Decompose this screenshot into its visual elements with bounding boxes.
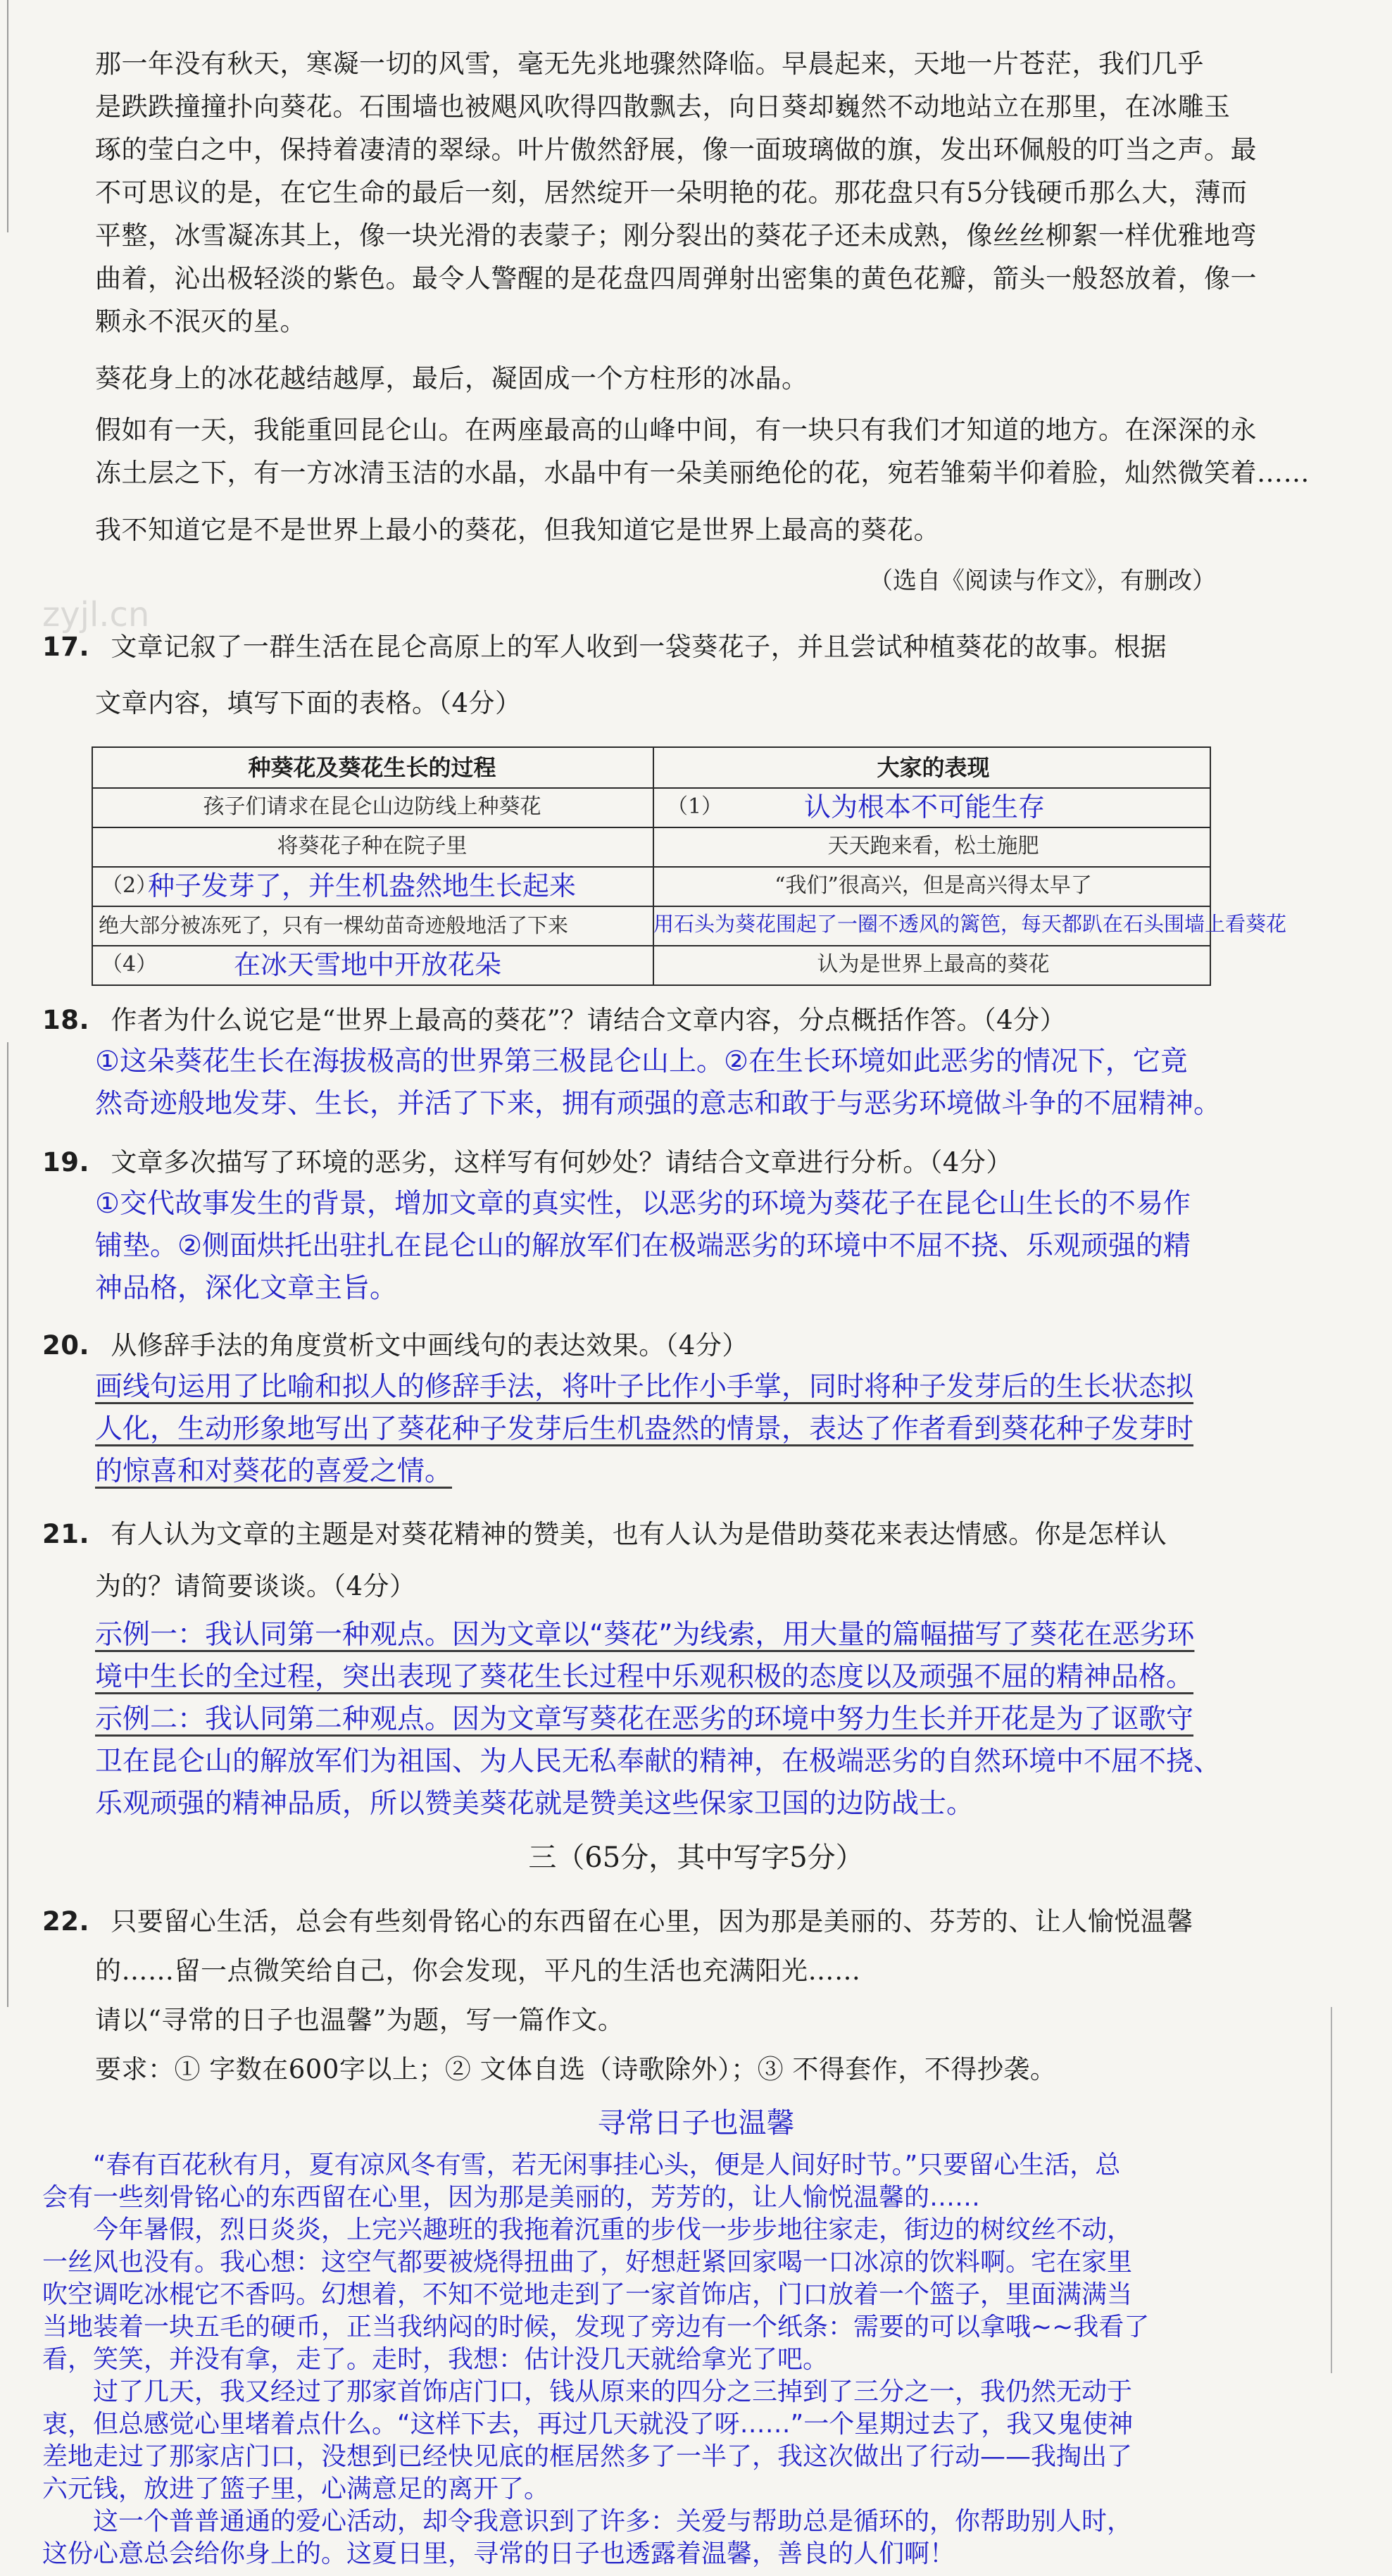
q20-text: 从修辞手法的角度赏析文中画线句的表达效果。（4分）: [111, 1330, 748, 1361]
q19-answer-line3: 神品格，深化文章主旨。: [95, 1273, 398, 1304]
q21-answer-line3: 示例二：我认同第二种观点。因为文章写葵花在恶劣的环境中努力生长并开花是为了讴歌守: [95, 1703, 1194, 1735]
essay-line: 今年暑假，烈日炎炎，上完兴趣班的我拖着沉重的步伐一步步地往家走，街边的树纹丝不动，: [42, 2215, 1133, 2244]
q19-line: [42, 1141, 1012, 1184]
q22-line1: [42, 1900, 1193, 1943]
table-r5-left-answer: 在冰天雪地中开放花朵: [234, 949, 502, 980]
passage-p1-line3: 琢的莹白之中，保持着凄清的翠绿。叶片傲然舒展，像一面玻璃做的旗，发出环佩般的叮当之声。最: [95, 135, 1257, 165]
q18-number: 18.: [42, 1005, 90, 1035]
passage-p3-line2: 冻土层之下，有一方冰清玉洁的水晶，水晶中有一朵美丽绝伦的花，宛若雏菊半仰着脸，灿然微笑着……: [95, 458, 1310, 488]
q22-line3: 请以“寻常的日子也温馨”为题，写一篇作文。: [95, 2005, 625, 2035]
q19-text: 文章多次描写了环境的恶劣，这样写有何妙处？请结合文章进行分析。（4分）: [111, 1147, 1012, 1177]
table-r1-left: 孩子们请求在昆仑山边防线上种葵花: [203, 794, 541, 819]
passage-p4: 我不知道它是不是世界上最小的葵花，但我知道它是世界上最高的葵花。: [42, 515, 940, 545]
q20-line: [42, 1324, 748, 1367]
q20-number: 20.: [42, 1330, 90, 1361]
q21-answer-line4: 卫在昆仑山的解放军们为祖国、为人民无私奉献的精神，在极端恶劣的自然环境中不屈不挠、: [95, 1746, 1222, 1777]
q17-number: 17.: [42, 632, 90, 662]
process-table: [92, 746, 1211, 986]
q22-line4: 要求：① 字数在600字以上；② 文体自选（诗歌除外）；③ 不得套作，不得抄袭。: [95, 2054, 1057, 2084]
table-r4-right-answer: 用石头为葵花围起了一圈不透风的篱笆，每天都趴在石头围墙上看葵花: [653, 912, 1287, 936]
q21-number: 21.: [42, 1519, 90, 1549]
passage-p1-line4: 不可思议的是，在它生命的最后一刻，居然绽开一朵明艳的花。那花盘只有5分钱硬币那么大，薄而: [95, 177, 1248, 208]
passage-p1-line5: 平整，冰雪凝冻其上，像一块光滑的表蒙子；刚分裂出的葵花子还未成熟，像丝丝柳絮一样优雅地弯: [95, 220, 1257, 251]
q18-text: 作者为什么说它是“世界上最高的葵花”？请结合文章内容，分点概括作答。（4分）: [111, 1005, 1067, 1035]
q20-answer-line2: 人化，生动形象地写出了葵花种子发芽后生机盎然的情景，表达了作者看到葵花种子发芽时: [95, 1413, 1194, 1445]
q21-answer-line2: 境中生长的全过程，突出表现了葵花生长过程中乐观积极的态度以及顽强不屈的精神品格。: [95, 1661, 1194, 1693]
table-r3-right: “我们”很高兴，但是高兴得太早了: [775, 873, 1092, 898]
essay-line: 过了几天，我又经过了那家首饰店门口，钱从原来的四分之三掉到了三分之一，我仍然无动于: [42, 2377, 1133, 2406]
passage-p1-line7: 颗永不泯灭的星。: [95, 306, 306, 337]
q21-line2: 为的？请简要谈谈。（4分）: [95, 1571, 416, 1601]
essay-line: 这份心意总会给你身上的。这夏日里，寻常的日子也透露着温馨，善良的人们啊！: [42, 2539, 955, 2568]
passage-p3-line1: 假如有一天，我能重回昆仑山。在两座最高的山峰中间，有一块只有我们才知道的地方。在深深的永: [42, 415, 1257, 445]
q20-answer-line3: 的惊喜和对葵花的喜爱之情。: [95, 1456, 453, 1487]
essay-line: 吹空调吃冰棍它不香吗。幻想着，不知不觉地走到了一家首饰店，门口放着一个篮子，里面满满当: [42, 2280, 1133, 2309]
essay-line: “春有百花秋有月，夏有凉风冬有雪，若无闲事挂心头，便是人间好时节。”只要留心生活，总: [42, 2151, 1121, 2180]
essay-line: 差地走过了那家店门口，没想到已经快见底的框居然多了一半了，我这次做出了行动——我掏出了: [42, 2442, 1133, 2471]
q19-answer-line2: 铺垫。②侧面烘托出驻扎在昆仑山的解放军们在极端恶劣的环境中不屈不挠、乐观顽强的精: [95, 1230, 1191, 1262]
table-r3-left-answer: 种子发芽了，并生机盎然地生长起来: [148, 870, 577, 901]
q18-answer-line2: 然奇迹般地发芽、生长，并活了下来，拥有顽强的意志和敢于与恶劣环境做斗争的不屈精神。: [95, 1088, 1222, 1120]
q17-line1: [42, 625, 1167, 668]
table-r1-right-answer: 认为根本不可能生存: [804, 792, 1046, 823]
q22-number: 22.: [42, 1906, 90, 1937]
essay-line: 衷，但总感觉心里堵着点什么。“这样下去，再过几天就没了呀……”一个星期过去了，我又鬼使神: [42, 2410, 1134, 2439]
section-3-title: 三（65分，其中写字5分）: [528, 1842, 864, 1874]
essay-line: 一丝风也没有。我心想：这空气都要被烧得扭曲了，好想赶紧回家喝一口冰凉的饮料啊。宅在家里: [42, 2248, 1133, 2277]
left-margin-line: [7, 0, 8, 232]
right-margin-line: [1331, 2007, 1332, 2373]
q17-line2: 文章内容，填写下面的表格。（4分）: [95, 688, 522, 718]
table-r1-right-label: （1）: [667, 794, 723, 819]
q19-answer-line1: ①交代故事发生的背景，增加文章的真实性，以恶劣的环境为葵花子在昆仑山生长的不易作: [95, 1188, 1191, 1220]
passage-p1-line1: 那一年没有秋天，寒凝一切的风雪，毫无先兆地骤然降临。早晨起来，天地一片苍茫，我们几乎: [42, 49, 1204, 79]
table-r5-right: 认为是世界上最高的葵花: [817, 952, 1050, 977]
passage-p1-line2: 是跌跌撞撞扑向葵花。石围墙也被飓风吹得四散飘去，向日葵却巍然不动地站立在那里，在冰雕玉: [95, 92, 1231, 122]
q21-text1: 有人认为文章的主题是对葵花精神的赞美，也有人认为是借助葵花来表达情感。你是怎样认: [111, 1519, 1167, 1549]
essay-line: 当地装着一块五毛的硬币，正当我纳闷的时候，发现了旁边有一个纸条：需要的可以拿哦~~我看了: [42, 2313, 1150, 2341]
passage-source: （选自《阅读与作文》，有删改）: [869, 567, 1216, 595]
q20-answer-line1: 画线句运用了比喻和拟人的修辞手法，将叶子比作小手掌，同时将种子发芽后的生长状态拟: [95, 1371, 1194, 1403]
q17-text1: 文章记叙了一群生活在昆仑高原上的军人收到一袋葵花子，并且尝试种植葵花的故事。根据: [111, 632, 1167, 662]
q21-line1: [42, 1513, 1167, 1556]
essay-line: 会有一些刻骨铭心的东西留在心里，因为那是美丽的，芳芳的，让人愉悦温馨的……: [42, 2183, 981, 2212]
table-r2-right: 天天跑来看，松土施肥: [827, 834, 1039, 858]
table-r4-left: 绝大部分被冻死了，只有一棵幼苗奇迹般地活了下来: [99, 913, 569, 937]
q18-line: [42, 999, 1066, 1042]
table-r5-left-label: （4）: [101, 952, 158, 977]
essay-title: 寻常日子也温馨: [597, 2107, 795, 2139]
q22-text1: 只要留心生活，总会有些刻骨铭心的东西留在心里，因为那是美丽的、芬芳的、让人愉悦温馨: [111, 1906, 1193, 1937]
watermark: zyjl.cn: [42, 595, 150, 634]
q19-number: 19.: [42, 1147, 90, 1177]
q18-answer-line1: ①这朵葵花生长在海拔极高的世界第三极昆仑山上。②在生长环境如此恶劣的情况下，它竟: [95, 1046, 1188, 1077]
q21-answer-line5: 乐观顽强的精神品质，所以赞美葵花就是赞美这些保家卫国的边防战士。: [95, 1788, 974, 1820]
table-r3-left-label: （2）: [101, 873, 158, 898]
table-r2-left: 将葵花子种在院子里: [277, 834, 468, 858]
passage-p2: 葵花身上的冰花越结越厚，最后，凝固成一个方柱形的冰晶。: [42, 363, 808, 394]
table-header-right: 大家的表现: [877, 754, 990, 781]
table-header-left: 种葵花及葵花生长的过程: [248, 754, 496, 781]
essay-line: 这一个普普通通的爱心活动，却令我意识到了许多：关爱与帮助总是循环的，你帮助别人时，: [42, 2507, 1133, 2536]
essay-line: 看，笑笑，并没有拿，走了。走时，我想：估计没几天就给拿光了吧。: [42, 2345, 829, 2374]
essay-line: 六元钱，放进了篮子里，心满意足的离开了。: [42, 2475, 550, 2503]
q22-line2: 的……留一点微笑给自己，你会发现，平凡的生活也充满阳光……: [95, 1956, 861, 1986]
q21-answer-line1: 示例一：我认同第一种观点。因为文章以“葵花”为线索，用大量的篇幅描写了葵花在恶劣环: [95, 1619, 1195, 1651]
passage-p1-line6: 曲着，沁出极轻淡的紫色。最令人警醒的是花盘四周弹射出密集的黄色花瓣，箭头一般怒放着，像一: [95, 263, 1257, 294]
